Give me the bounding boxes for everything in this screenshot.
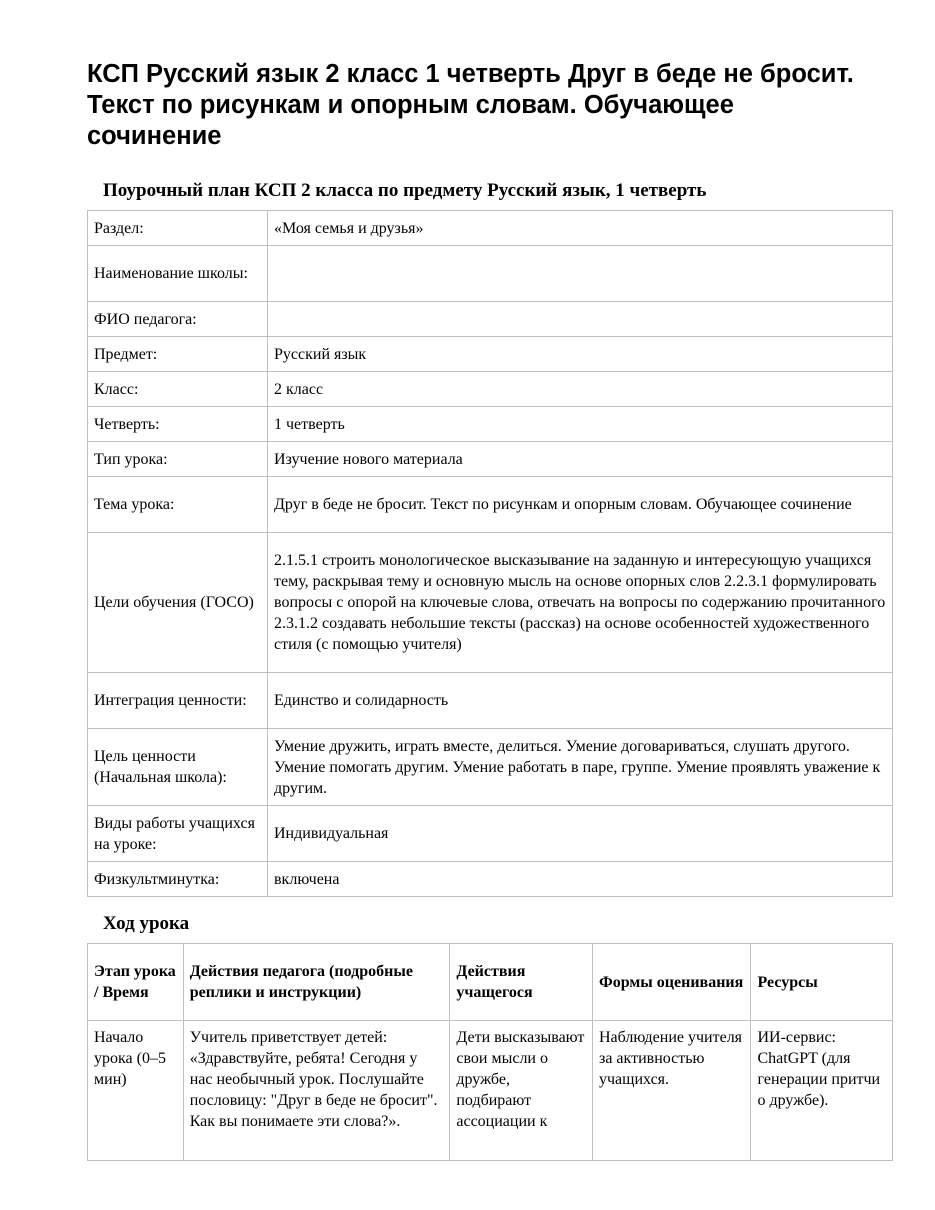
steps-cell: Учитель приветствует детей: «Здравствуйте, ребята! Сегодня у нас необычный урок. Послушайте пословицу: "Друг в беде не бросит". Как вы понимаете эти слова?».	[183, 1021, 450, 1161]
info-value: Единство и солидарность	[268, 673, 893, 729]
steps-cell: Наблюдение учителя за активностью учащихся.	[593, 1021, 751, 1161]
document-title: КСП Русский язык 2 класс 1 четверть Друг в беде не бросит. Текст по рисункам и опорным словам. Обучающее сочинение	[87, 60, 854, 150]
info-row	[88, 442, 893, 477]
plan-subtitle: Поурочный план КСП 2 класса по предмету Русский язык, 1 четверть	[103, 180, 707, 201]
steps-cell: ИИ-сервис: ChatGPT (для генерации притчи о дружбе).	[751, 1021, 893, 1161]
steps-column-header: Этап урока / Время	[88, 944, 184, 1021]
info-value: 2 класс	[268, 372, 893, 407]
info-label: Интеграция ценности:	[88, 673, 268, 729]
info-value: включена	[268, 862, 893, 897]
info-value: 2.1.5.1 строить монологическое высказывание на заданную и интересующую учащихся тему, раскрывая тему и основную мысль на основе опорных слов 2.2.3.1 формулировать вопросы с опорой на ключевые слова, отвечать на вопросы по содержанию прочитанного 2.3.1.2 создавать небольшие тексты (рассказ) на основе особенностей художественного стиля (с помощью учителя)	[268, 533, 893, 673]
info-label: Цели обучения (ГОСО)	[88, 533, 268, 673]
info-row	[88, 806, 893, 862]
info-label: Класс:	[88, 372, 268, 407]
info-row	[88, 302, 893, 337]
steps-header-row	[88, 944, 893, 1021]
info-label: Раздел:	[88, 211, 268, 246]
section-title-lesson-flow: Ход урока	[103, 913, 190, 934]
info-label: ФИО педагога:	[88, 302, 268, 337]
info-label: Цель ценности (Начальная школа):	[88, 729, 268, 806]
info-label: Тема урока:	[88, 477, 268, 533]
info-row	[88, 729, 893, 806]
info-value: Русский язык	[268, 337, 893, 372]
info-label: Виды работы учащихся на уроке:	[88, 806, 268, 862]
steps-column-header: Действия педагога (подробные реплики и инструкции)	[183, 944, 450, 1021]
info-value: Друг в беде не бросит. Текст по рисункам и опорным словам. Обучающее сочинение	[268, 477, 893, 533]
info-label: Наименование школы:	[88, 246, 268, 302]
steps-cell: Начало урока (0–5 мин)	[88, 1021, 184, 1161]
info-value: Индивидуальная	[268, 806, 893, 862]
steps-column-header: Действия учащегося	[450, 944, 593, 1021]
info-row	[88, 862, 893, 897]
info-value	[268, 246, 893, 302]
info-value	[268, 302, 893, 337]
lesson-info-table	[87, 210, 893, 897]
info-label: Четверть:	[88, 407, 268, 442]
info-row	[88, 211, 893, 246]
steps-cell: Дети высказывают свои мысли о дружбе, подбирают ассоциации к	[450, 1021, 593, 1161]
steps-column-header: Ресурсы	[751, 944, 893, 1021]
info-row	[88, 372, 893, 407]
info-row	[88, 337, 893, 372]
info-value: Изучение нового материала	[268, 442, 893, 477]
info-value: 1 четверть	[268, 407, 893, 442]
info-value: Умение дружить, играть вместе, делиться. Умение договариваться, слушать другого. Умение помогать другим. Умение работать в паре, группе. Умение проявлять уважение к другим.	[268, 729, 893, 806]
lesson-steps-table	[87, 943, 893, 1161]
info-label: Предмет:	[88, 337, 268, 372]
info-row	[88, 246, 893, 302]
info-row	[88, 533, 893, 673]
info-row	[88, 407, 893, 442]
steps-column-header: Формы оценивания	[593, 944, 751, 1021]
info-value: «Моя семья и друзья»	[268, 211, 893, 246]
info-row	[88, 477, 893, 533]
steps-row	[88, 1021, 893, 1161]
info-label: Тип урока:	[88, 442, 268, 477]
info-row	[88, 673, 893, 729]
info-label: Физкультминутка:	[88, 862, 268, 897]
